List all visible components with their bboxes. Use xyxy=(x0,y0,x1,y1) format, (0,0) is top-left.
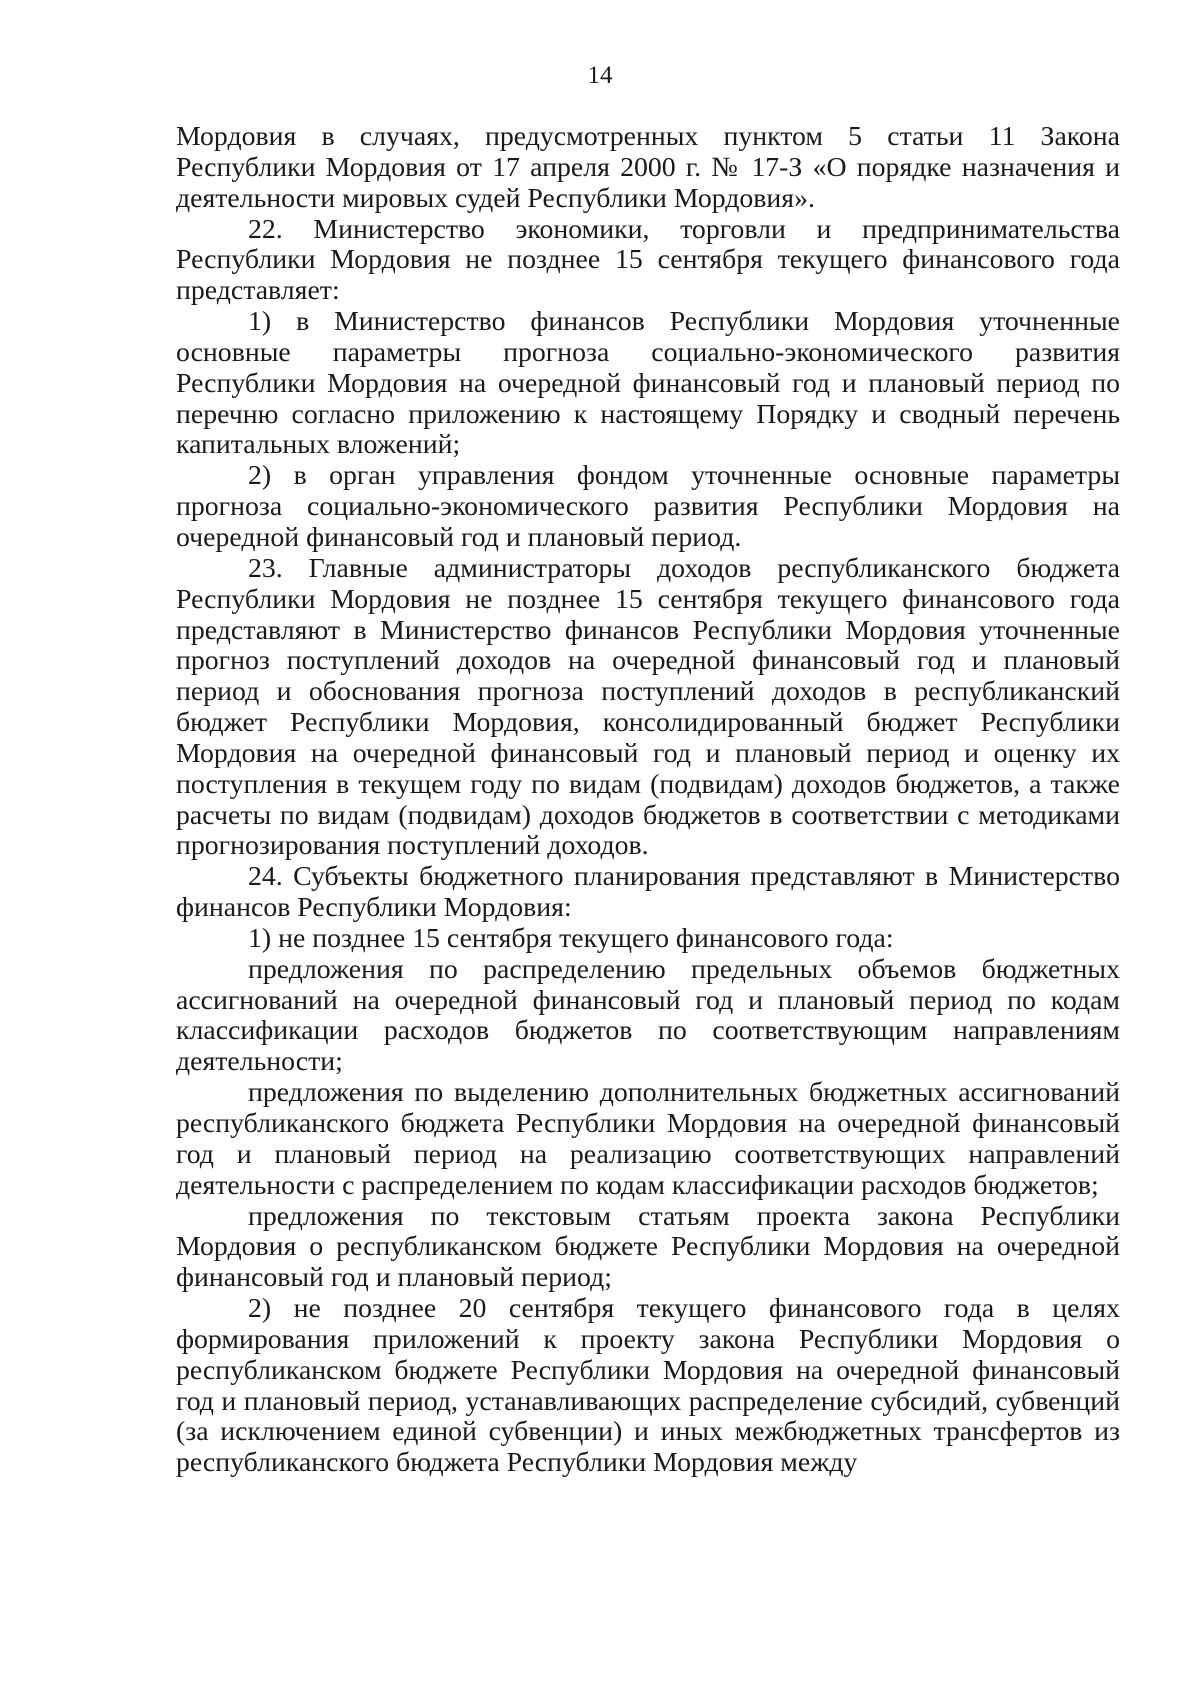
page-number: 14 xyxy=(587,62,613,89)
document-body xyxy=(176,122,1120,1479)
paragraph-item-22-1: 1) в Министерство финансов Республики Мордовия уточненные основные параметры прогноза социально-экономического развития Республики Мордовия на очередной финансовый год и плановый период по перечню согласно приложению к настоящему Порядку и сводный перечень капитальных вложений; xyxy=(176,306,1120,461)
paragraph-proposals-additional: предложения по выделению дополнительных бюджетных ассигнований республиканского бюджета Республики Мордовия на очередной финансовый год и плановый период на реализацию соответствующих направлений деятельности с распределением по кодам классификации расходов бюджетов; xyxy=(176,1077,1120,1201)
paragraph-item-24-2: 2) не позднее 20 сентября текущего финансового года в целях формирования приложений к проекту закона Республики Мордовия о республиканском бюджете Республики Мордовия на очередной финансовый год и плановый период, устанавливающих распределение субсидий, субвенций (за исключением единой субвенции) и иных межбюджетных трансфертов из республиканского бюджета Республики Мордовия между xyxy=(176,1293,1120,1479)
paragraph-item-24-1: 1) не позднее 15 сентября текущего финансового года: xyxy=(248,922,894,954)
paragraph-item-23: 23. Главные администраторы доходов республиканского бюджета Республики Мордовия не позднее 15 сентября текущего финансового года представляют в Министерство финансов Республики Мордовия уточненные прогноз поступлений доходов на очередной финансовый год и плановый период и обоснования прогноза поступлений доходов в республиканский бюджет Республики Мордовия, консолидированный бюджет Республики Мордовия на очередной финансовый год и плановый период и оценку их поступления в текущем году по видам (подвидам) доходов бюджетов, а также расчеты по видам (подвидам) доходов бюджетов в соответствии с методиками прогнозирования поступлений доходов. xyxy=(176,552,1120,862)
paragraph-item-22-2: 2) в орган управления фондом уточненные основные параметры прогноза социально-экономического развития Республики Мордовия на очередной финансовый год и плановый период. xyxy=(176,460,1120,553)
paragraph-item-22: 22. Министерство экономики, торговли и предпринимательства Республики Мордовия не позднее 15 сентября текущего финансового года представляет: xyxy=(176,213,1120,307)
paragraph-continuation: Мордовия в случаях, предусмотренных пунктом 5 статьи 11 Закона Республики Мордовия от 17 апреля 2000 г. № 17-З «О порядке назначения и деятельности мировых судей Республики Мордовия». xyxy=(176,121,1120,214)
paragraph-proposals-text-articles: предложения по текстовым статьям проекта закона Республики Мордовия о республиканском бюджете Республики Мордовия на очередной финансовый год и плановый период; xyxy=(176,1200,1120,1294)
paragraph-proposals-distribution: предложения по распределению предельных объемов бюджетных ассигнований на очередной финансовый год и плановый период по кодам классификации расходов бюджетов по соответствующим направлениям деятельности; xyxy=(176,953,1120,1078)
paragraph-item-24: 24. Субъекты бюджетного планирования представляют в Министерство финансов Республики Мордовия: xyxy=(176,861,1120,924)
